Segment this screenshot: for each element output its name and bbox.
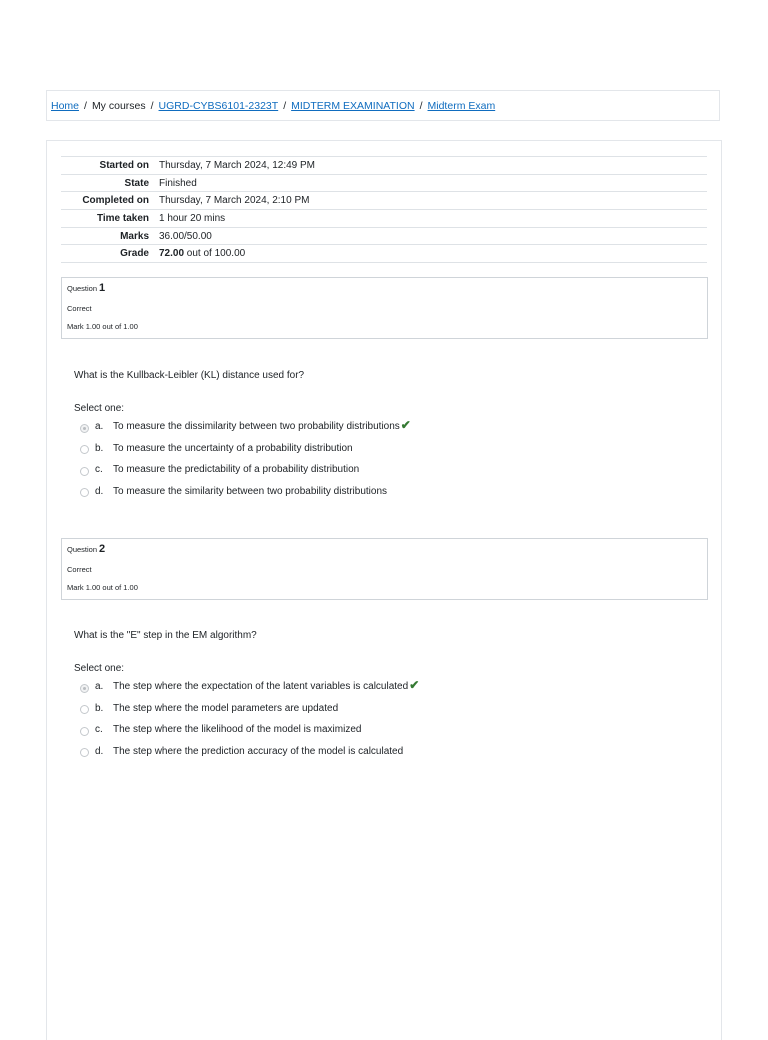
answer-option-a[interactable] [80, 416, 411, 438]
summary-label: Completed on [82, 195, 149, 207]
question-number [67, 543, 707, 560]
radio-icon[interactable] [80, 748, 89, 757]
summary-value: 36.00/50.00 [159, 230, 212, 242]
summary-value: Thursday, 7 March 2024, 12:49 PM [159, 159, 316, 171]
select-one-prompt: Select one: [74, 663, 125, 674]
option-letter: d. [95, 485, 104, 497]
question-label: Question [67, 284, 98, 293]
answer-option-b[interactable] [80, 698, 419, 720]
answer-option-c[interactable] [80, 719, 419, 741]
summary-value: Finished [159, 177, 197, 189]
answer-option-d[interactable] [80, 481, 411, 503]
breadcrumb-course-link[interactable]: UGRD-CYBS6101-2323T [158, 99, 279, 112]
breadcrumb-section-link[interactable]: MIDTERM EXAMINATION [291, 99, 415, 112]
option-letter: a. [95, 681, 104, 693]
question-info-box [61, 277, 708, 339]
option-letter: b. [95, 702, 104, 714]
option-letter: c. [95, 724, 103, 736]
radio-icon[interactable] [80, 684, 89, 693]
radio-icon[interactable] [80, 727, 89, 736]
breadcrumb-home-link[interactable]: Home [51, 99, 80, 112]
option-text: The step where the expectation of the latent variables is calculated [113, 681, 409, 693]
question-number-value: 2 [99, 543, 106, 555]
summary-value: Thursday, 7 March 2024, 2:10 PM [159, 195, 310, 207]
summary-row-time-taken [61, 209, 707, 227]
question-status: Correct [67, 564, 92, 574]
option-text: The step where the likelihood of the model is maximized [113, 724, 362, 736]
summary-row-completed-on [61, 191, 707, 209]
question-info-box [61, 538, 708, 600]
option-text: To measure the uncertainty of a probability distribution [113, 442, 353, 454]
radio-icon[interactable] [80, 467, 89, 476]
summary-label: Marks [120, 230, 149, 242]
answer-option-d[interactable] [80, 741, 419, 763]
summary-value: 1 hour 20 mins [159, 212, 226, 224]
answer-option-b[interactable] [80, 438, 411, 460]
select-one-prompt: Select one: [74, 403, 125, 414]
option-letter: a. [95, 421, 104, 433]
question-text: What is the Kullback-Leibler (KL) distance used for? [74, 370, 305, 381]
option-text: The step where the prediction accuracy of the model is calculated [113, 745, 404, 757]
breadcrumb-my-courses: My courses [91, 99, 146, 112]
option-text: The step where the model parameters are updated [113, 702, 339, 714]
grade-out-of: out of 100.00 [184, 248, 246, 260]
summary-label: State [124, 177, 149, 189]
radio-icon[interactable] [80, 488, 89, 497]
radio-icon[interactable] [80, 705, 89, 714]
option-letter: d. [95, 745, 104, 757]
answer-option-c[interactable] [80, 459, 411, 481]
breadcrumb [46, 90, 720, 121]
question-number-value: 1 [99, 282, 106, 294]
checkmark-icon: ✔ [400, 418, 411, 433]
summary-row-state [61, 174, 707, 192]
option-letter: b. [95, 442, 104, 454]
radio-icon[interactable] [80, 424, 89, 433]
breadcrumb-quiz-link[interactable]: Midterm Exam [427, 99, 496, 112]
option-text: To measure the similarity between two probability distributions [113, 485, 388, 497]
summary-row-marks [61, 227, 707, 245]
question-text: What is the "E" step in the EM algorithm? [74, 630, 257, 641]
grade-score: 72.00 [159, 248, 185, 260]
checkmark-icon: ✔ [409, 678, 420, 693]
option-letter: c. [95, 464, 103, 476]
question-number [67, 282, 707, 299]
question-mark: Mark 1.00 out of 1.00 [67, 582, 138, 592]
summary-row-started-on [61, 156, 707, 174]
summary-row-grade [61, 244, 707, 263]
breadcrumb-separator: / [283, 99, 287, 112]
question-mark: Mark 1.00 out of 1.00 [67, 321, 138, 331]
option-text: To measure the predictability of a probability distribution [113, 464, 360, 476]
summary-label: Started on [99, 159, 149, 171]
option-text: To measure the dissimilarity between two probability distributions [113, 421, 400, 433]
breadcrumb-separator: / [419, 99, 423, 112]
breadcrumb-separator: / [84, 99, 87, 112]
summary-label: Grade [120, 248, 149, 260]
attempt-summary-table [61, 156, 707, 263]
breadcrumb-separator: / [150, 99, 154, 112]
answer-options [80, 416, 411, 502]
summary-label: Time taken [96, 212, 149, 224]
radio-icon[interactable] [80, 445, 89, 454]
summary-value [159, 248, 707, 259]
question-status: Correct [67, 303, 92, 313]
answer-options [80, 676, 419, 762]
question-label: Question [67, 545, 98, 554]
answer-option-a[interactable] [80, 676, 419, 698]
